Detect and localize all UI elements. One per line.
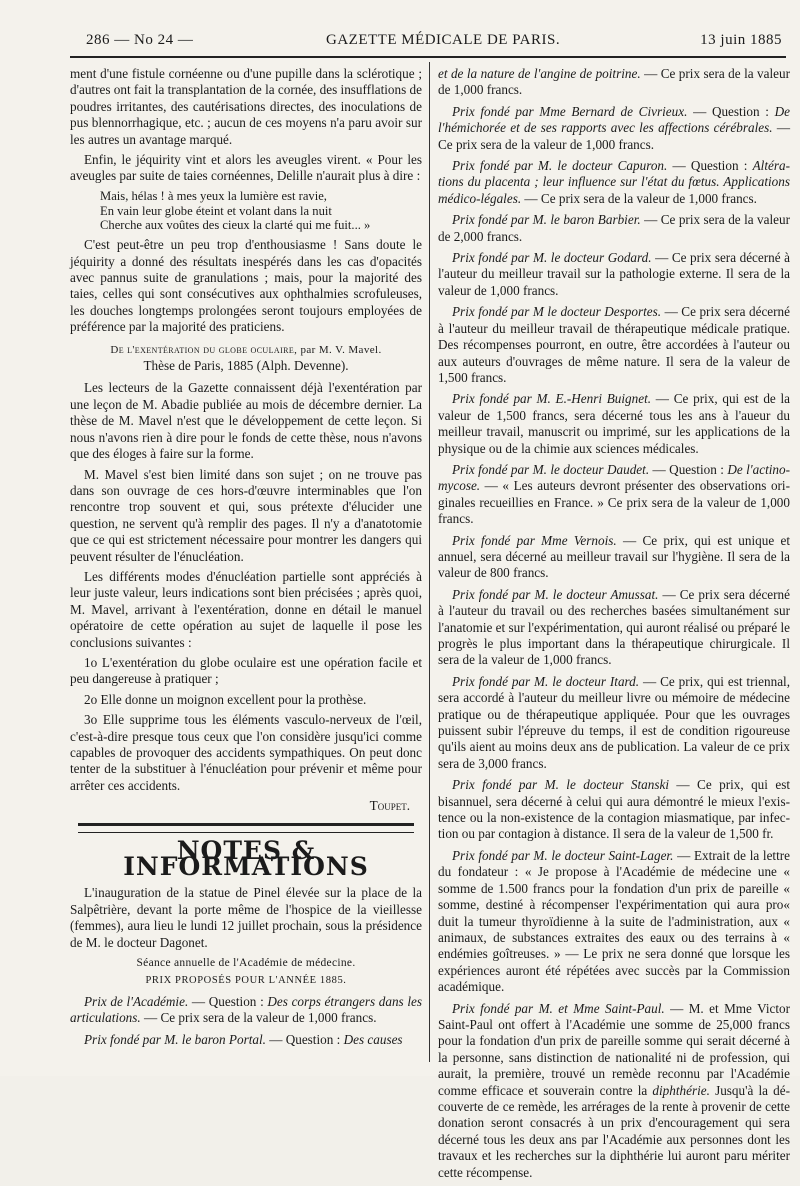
paragraph: Enfin, le jéquirity vint et alors les aveugles virent. « Pour les aveugles par suite de taies cornéennes, Delille n'aurait plus à dire :	[70, 152, 422, 184]
prize-name: Prix fondé par M. le docteur Capuron.	[452, 158, 668, 174]
prize-name: Prix fondé par M. et Mme Saint-Paul.	[452, 1000, 665, 1016]
prize-details: — Ce prix sera de la valeur de 2,000 francs.	[438, 212, 790, 244]
prize-item	[438, 674, 790, 772]
prize-question: — Question :	[687, 103, 775, 119]
section-rule-thick	[78, 823, 414, 826]
paragraph: ment d'une fistule cornéenne ou d'une pupille dans la sclérotique ; d'autres ont fait la transplantation de la cornée, des insufflations de poudres irritantes, des cautérisations directes, des inoculations de pus blennorrhagique, etc. ; aucun de ces moyens n'a paru avoir sur les autres un avantage marqué.	[70, 66, 422, 147]
verse-line: Cherche aux voûtes des cieux la clarté qui me fuit... »	[100, 218, 371, 233]
prize-details: — Ce prix sera de la valeur de 1,000 francs.	[521, 190, 757, 206]
prize-details: Jusqu'à la découverte de ce remède, les arrérages de la rente à provenir de cette donation seront consacrés à un prix d'encouragement qui sera décerné tous les deux ans par l'Académie aux personnes dont les travaux et les recherches sur la diphthérie lui auront paru mériter cette récompense.	[438, 1082, 790, 1180]
prize-question: — Question :	[188, 993, 268, 1009]
prizes-heading: PRIX PROPOSÉS POUR L'ANNÉE 1885.	[145, 975, 347, 987]
prize-name: Prix fondé par M. le baron Barbier.	[452, 212, 641, 228]
prize-item	[438, 1001, 790, 1181]
prize-question: — Question :	[265, 1031, 344, 1047]
prize-name: Prix de l'Académie.	[84, 993, 189, 1009]
prize-details: — Ce prix sera de la valeur de 1,000 francs.	[140, 1010, 377, 1026]
prize-name: Prix fondé par M le docteur Desportes.	[452, 304, 662, 320]
prize-name: Prix fondé par M. le docteur Amussat.	[452, 586, 659, 602]
section-title-author: par M. V. Mavel.	[297, 343, 382, 356]
prize-item	[438, 391, 790, 457]
prize-details: — M. et Mme Victor Saint-Paul ont offert à l'Académie une somme de 25,000 francs pour la fondation d'un prix de pareille somme qui serait décerné à la personne, sans distinction de nationalité ni de profession, qui aurait, la première, trouvé un remède reconnu par l'Académie comme efficace et souverain contre la	[438, 1000, 790, 1098]
prize-question: — Question :	[667, 158, 753, 174]
prize-details: — Ce prix, qui est unique et annuel, sera décerné au meilleur travail sur l'hygiène. Il sera de la valeur de 800 francs.	[438, 532, 790, 581]
conclusion-item: 3o Elle supprime tous les éléments vasculo-nerveux de l'œil, c'est-à-dire presque tous ceux que l'on considère jusqu'ici comme capables de provoquer des accidents sympathiques. On peut donc tenter de la substituer à l'énucléation pour prévenir et même pour arrêter ces accidents.	[70, 712, 422, 793]
page-header	[86, 32, 782, 52]
prize-name: Prix fondé par M. le baron Portal.	[84, 1031, 266, 1047]
prize-item	[438, 104, 790, 153]
prize-details: — « Les auteurs devront présenter des observations originales recueillies en France. » Ce prix sera de la valeur de 1,000 francs.	[438, 478, 790, 527]
prize-details: — Ce prix sera de la valeur de 1,000 francs.	[438, 120, 790, 152]
paragraph: Les lecteurs de la Gazette connaissent déjà l'exentération par une leçon de M. Abadie publiée au mois de décembre dernier. La thèse de M. Mavel n'est que le développement de cette leçon. Si nous n'avons rien à dire pour le fonds de cette thèse, nous n'avons que des éloges à faire sur la forme.	[70, 380, 422, 462]
prize-details: — Ce prix, qui est triennal, sera accordé à l'auteur du meilleur livre ou mémoire de médecine pratique ou de thérapeutique appliquée. Pour que les ouvrages puissent subir l'épreuve du temps, il est de condition rigoureuse qu'ils aient au moins deux ans de publication. La valeur de ce prix sera de 3,000 francs.	[438, 673, 791, 771]
prize-subject: De l'actinomycose.	[438, 461, 790, 494]
seance-heading: Séance annuelle de l'Académie de médecine.	[136, 957, 356, 970]
prize-details: — Ce prix sera décerné à l'auteur du meilleur travail de thérapeutique médicale pratique. Des récompenses pourront, en outre, être accordées à l'auteur ou aux auteurs d'ouvrages de même nature. Il sera de la valeur de 1,500 francs.	[438, 304, 790, 385]
prize-name: Prix fondé par M. le docteur Godard.	[452, 250, 652, 266]
paragraph: M. Mavel s'est bien limité dans son sujet ; on ne trouve pas dans son ouvrage de ces hors-d'œuvre interminables que l'on rencontre trop souvent et qui, sous prétexte d'élucider une question, ne servent qu'à remplir des pages. Il n'y a d'anatotomie que ce qui est strictement nécessaire pour montrer les dangers qui peuvent résulter de l'énucléation.	[70, 466, 422, 564]
prize-name: Prix fondé par M. le docteur Itard.	[452, 673, 640, 689]
right-column	[438, 66, 790, 1186]
paragraph: Les différents modes d'énucléation partielle sont appréciés à leur juste valeur, leurs indications sont bien précisées ; après quoi, M. Mavel, arrivant à l'exentération, donne en détail le manuel opératoire de cette opération au sujet de laquelle il pose les conclusions suivantes :	[70, 568, 422, 650]
prize-item	[438, 250, 790, 299]
verse-line: En vain leur globe éteint et volant dans la nuit	[100, 203, 332, 218]
conclusion-item: 1o L'exentération du globe oculaire est une opération facile et peu dangereuse à pratiquer ;	[70, 654, 422, 687]
conclusion-item: 2o Elle donne un moignon excellent pour la prothèse.	[84, 691, 367, 707]
prize-details: — Ce prix sera décerné à l'auteur du travail ou des recherches basées simultanément sur l'anatomie et sur l'expérimentation, qui auront réalisé ou préparé le progrès le plus important dans la thérapeutique chirurgicale. Il sera de la valeur de 1,000 francs.	[438, 586, 790, 668]
prize-name: Prix fondé par M. le docteur Daudet.	[452, 461, 650, 477]
prize-item	[438, 587, 790, 669]
prize-subject: Altérations du placenta ; leur influence sur l'état du fœtus. Applications médico-légales.	[438, 158, 790, 206]
section-rule-thin	[78, 832, 414, 833]
prize-subject: De l'hémichorée et de ses rapports avec les affections cérébrales.	[438, 103, 790, 136]
prize-item	[438, 66, 790, 99]
prize-name: Prix fondé par M. le docteur Saint-Lager.	[452, 847, 674, 863]
journal-title: GAZETTE MÉDICALE DE PARIS.	[326, 32, 561, 48]
prize-item	[438, 533, 790, 582]
prize-subject: diphthérie.	[652, 1082, 710, 1098]
left-column	[70, 66, 422, 1053]
prize-item	[438, 212, 790, 245]
section-title	[70, 342, 422, 358]
page-number: 286 — No 24 —	[86, 32, 194, 48]
verse-quote	[100, 189, 422, 233]
issue-date: 13 juin 1885	[700, 32, 782, 48]
prize-details: — Ce prix sera de la valeur de 1,000 francs.	[438, 66, 790, 98]
notes-heading: NOTES & INFORMATIONS	[123, 835, 369, 882]
prize-details: — Extrait de la lettre du fondateur : « Je propose à l'Académie de médecine une « somme de 1.500 francs pour la fondation d'un prix de pareille « somme, destiné à récompenser l'expérimentation qui aura pro« duit la tumeur thyroïdienne à la suite de l'administration, aux « animaux, de substances extraites des eaux ou des terrains à « endémies goîtreuses. » — Le prix ne sera donné que lorsque les expériences auront été répétées avec succès par la Commission académique.	[438, 847, 790, 995]
prize-item	[438, 777, 790, 843]
prize-subject: Des causes	[343, 1031, 403, 1047]
prize-name: Prix fondé par M. E.-Henri Buignet.	[452, 391, 652, 407]
prize-details: — Ce prix sera décerné à l'auteur du meilleur travail sur la pathologie externe. Il sera de la valeur de 1,000 francs.	[438, 250, 790, 298]
paragraph: C'est peut-être un peu trop d'enthousiasme ! Sans doute le jéquirity a donné des résultats inespérés dans les cas d'opacités avec pannus suite de granulations ; mais, pour la majorité des taies, celles qui sont consécutives aux ophthalmies scrofuleuses, les douches longtemps prolongées seront toujours employées de préférence par la majorité des praticiens.	[70, 237, 422, 335]
column-divider	[429, 62, 430, 1062]
prize-details: — Ce prix, qui est bisannuel, sera décerné à celui qui aura démontré le mieux l'existence ou la non-existence de la contagion miasmatique, par infection ou par contagion à distance. Il sera de la valeur de 1,500 fr.	[438, 777, 790, 842]
prize-name: Prix fondé par Mme Vernois.	[452, 532, 617, 548]
prize-question: — Question :	[649, 461, 728, 477]
prize-name: Prix fondé par M. le docteur Stanski	[452, 777, 670, 793]
prize-item	[438, 158, 790, 207]
prize-item	[438, 462, 790, 528]
prize-name: Prix fondé par Mme Bernard de Civrieux.	[452, 103, 688, 119]
section-subtitle: Thèse de Paris, 1885 (Alph. Devenne).	[143, 358, 349, 374]
prize-subject: et de la nature de l'angine de poitrine.	[438, 66, 641, 81]
prize-details: — Ce prix, qui est de la valeur de 1,500 francs, sera décerné tous les ans à l'aueur du meilleur travail, manuscrit ou imprimé, sur les applications de la physique ou de la chimie aux sciences médicales.	[438, 391, 791, 456]
prize-subject: Des corps étrangers dans les articulations.	[70, 993, 422, 1026]
prize-item	[438, 304, 790, 386]
prize-item	[70, 994, 422, 1027]
paragraph: L'inauguration de la statue de Pinel élevée sur la place de la Salpêtrière, devant la porte même de l'hospice de la vieillesse (femmes), aura lieu le lundi 12 juillet prochain, sous la présidence de M. le docteur Dagonet.	[70, 885, 422, 950]
author-signature: Toupet.	[369, 798, 410, 814]
verse-line: Mais, hélas ! à mes yeux la lumière est ravie,	[100, 188, 327, 203]
prize-item	[70, 1032, 422, 1048]
section-title-main: De l'exentération du globe oculaire,	[110, 343, 298, 356]
prize-item	[438, 848, 790, 996]
header-rule	[70, 56, 786, 58]
